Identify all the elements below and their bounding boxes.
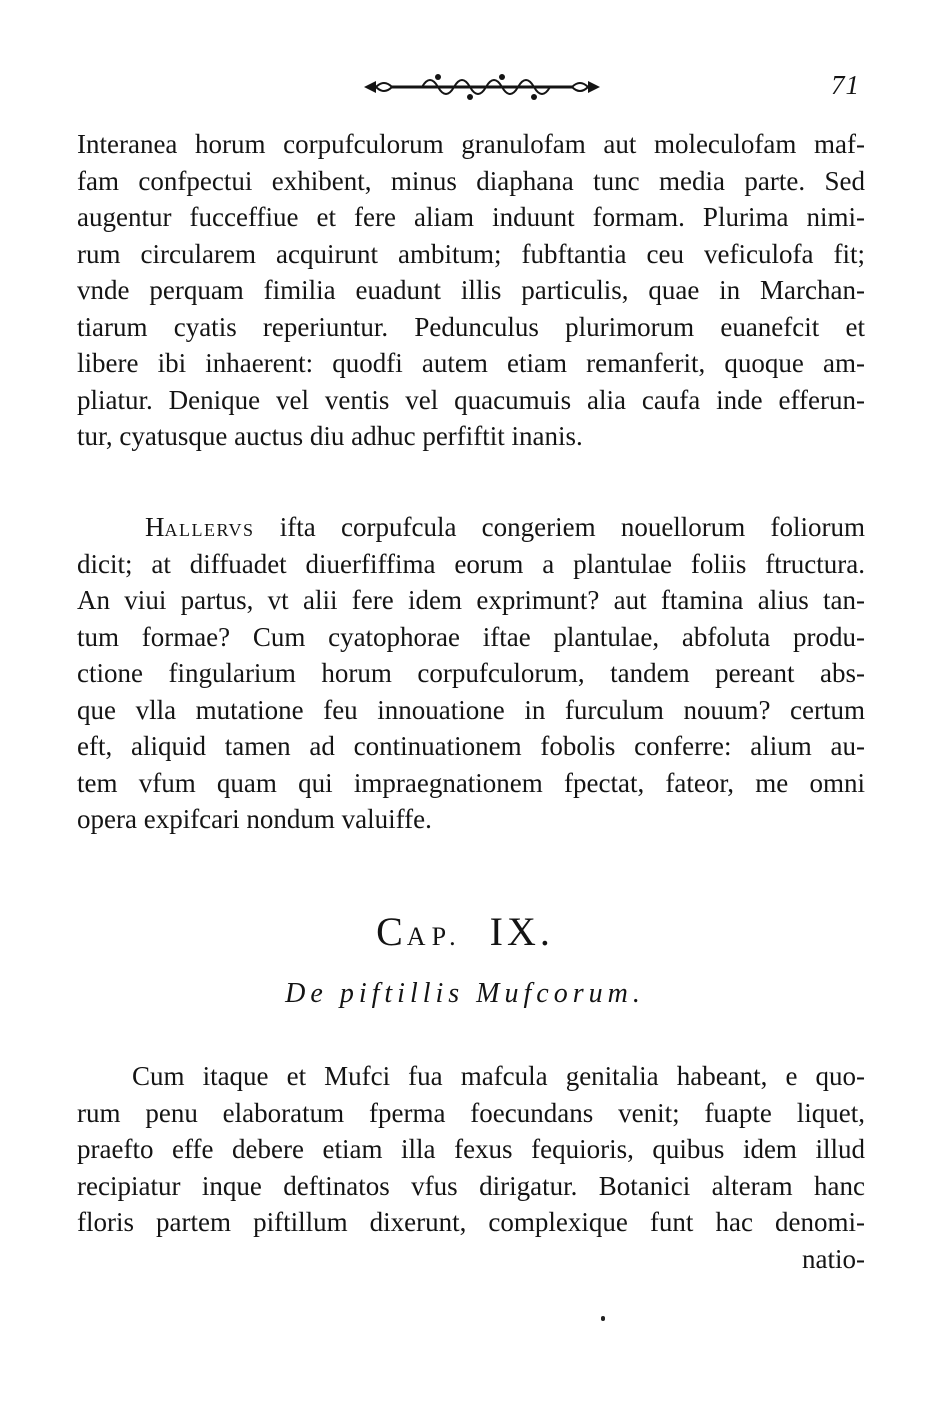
text-line: fam confpectui exhibent, minus diaphana tunc media parte. Sed bbox=[77, 165, 865, 196]
text-line: praefto effe debere etiam illa fexus fequioris, quibus idem illud bbox=[77, 1134, 865, 1164]
text-line: eft, aliquid tamen ad continuationem fobolis conferre: alium au- bbox=[77, 731, 865, 761]
text-line: ctione fingularium horum corpufculorum, tandem pereant abs- bbox=[77, 658, 865, 688]
text-line-first: HALLERVS ifta corpufcula congeriem nouellorum foliorum bbox=[145, 512, 866, 542]
text-line: tem vfum quam qui impraegnationem fpectat, fateor, me omni bbox=[77, 767, 865, 798]
text-line: rum penu elaboratum fperma foecundans venit; fuapte liquet, bbox=[77, 1097, 865, 1128]
paragraph-2 bbox=[77, 509, 865, 838]
text-line: rum circularem acquirunt ambitum; fubftantia ceu veficulofa fit; bbox=[77, 238, 865, 269]
text-line: vnde perquam fimilia euadunt illis particulis, quae in Marchan- bbox=[77, 275, 865, 305]
text-line: pliatur. Denique vel ventis vel quacumuis alia caufa inde efferun- bbox=[77, 384, 865, 415]
text-line: Cum itaque et Mufci fua mafcula genitalia habeant, e quo- bbox=[132, 1061, 865, 1091]
chapter-heading: CAP. IX. bbox=[376, 909, 554, 954]
text-line: recipiatur inque deftinatos vfus dirigatur. Botanici alteram hanc bbox=[77, 1170, 865, 1201]
text-line: tiarum cyatis reperiuntur. Pedunculus plurimorum euanefcit et bbox=[77, 311, 865, 342]
ink-speck bbox=[601, 1316, 605, 1321]
text-line: An viui partus, vt alii fere idem exprimunt? aut ftamina alius tan- bbox=[77, 585, 865, 615]
catchword: natio- bbox=[802, 1243, 865, 1274]
text-line: floris partem piftillum dixerunt, complexique funt hac denomi- bbox=[77, 1207, 865, 1237]
text-line: Interanea horum corpufculorum granulofam aut moleculofam maf- bbox=[77, 129, 865, 159]
paragraph-3 bbox=[77, 1058, 865, 1277]
text-line: opera expifcari nondum valuiffe. bbox=[77, 804, 432, 834]
paragraph-1 bbox=[77, 126, 865, 455]
text-line: libere ibi inhaerent: quodfi autem etiam remanferit, quoque am- bbox=[77, 348, 865, 378]
page-number: 71 bbox=[831, 70, 860, 100]
text-line: que vlla mutatione feu innouatione in furculum nouum? certum bbox=[77, 694, 865, 725]
fleuron-ornament-icon bbox=[362, 70, 602, 102]
text-line: tum formae? Cum cyatophorae iftae plantulae, abfoluta produ- bbox=[77, 621, 865, 652]
text-line: dicit; at diffuadet diuerfiffima eorum a plantulae foliis ftructura. bbox=[77, 548, 865, 579]
chapter-subtitle: De piftillis Mufcorum. bbox=[285, 978, 645, 1009]
author-name: HALLERVS bbox=[145, 512, 255, 542]
page-header bbox=[0, 66, 930, 106]
text-line: tur, cyatusque auctus diu adhuc perfiftit inanis. bbox=[77, 421, 583, 451]
text-line: augentur fucceffiue et fere aliam induunt formam. Plurima nimi- bbox=[77, 202, 865, 232]
